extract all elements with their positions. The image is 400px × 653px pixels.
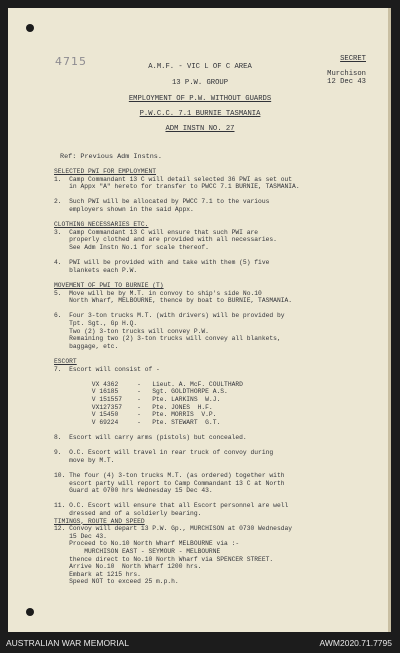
body-line: North Wharf, MELBOURNE, thence by boat to BURNIE, TASMANIA. [54, 297, 293, 305]
punch-hole [26, 608, 34, 616]
body-line: Guard at 0700 hrs Wednesday 15 Dec 43. [54, 487, 213, 495]
body-line: Arrive No.10 North Wharf 1200 hrs. [54, 563, 202, 571]
body-line: VX127357 - Pte. JONES H.F. [54, 403, 213, 411]
body-line: 10. The four (4) 3-ton trucks M.T. (as ordered) together with [54, 472, 285, 479]
body-line: properly clothed and are provided with all necessaries. [54, 236, 277, 244]
body-line: move by M.T. [54, 456, 115, 464]
body-line: Tpt. Sgt., Gp H.Q. [54, 320, 138, 327]
body-line: 12. Convoy will depart 13 P.W. Gp., MURCHISON at 0730 Wednesday [54, 525, 293, 533]
body-line: V 151557 - Pte. LARKINS W.J. [54, 396, 221, 403]
header-command: A.M.F. - VIC L OF C AREA [148, 63, 252, 71]
security-classification: SECRET [340, 55, 366, 63]
body-line: 15 Dec 43. [54, 532, 107, 540]
body-line: V 15450 - Pte. MORRIS V.P. [54, 411, 217, 419]
issue-date: 12 Dec 43 [327, 78, 366, 86]
body-line: blankets each P.W. [54, 266, 138, 274]
header-subject: EMPLOYMENT OF P.W. WITHOUT GUARDS [128, 95, 272, 103]
body-line: 9. O.C. Escort will travel in rear truck of convoy during [54, 449, 274, 457]
body-line: Remaining two (2) 3-ton trucks will convey all blankets, [54, 335, 281, 343]
body-line: employers shown in the said Appx. [54, 206, 194, 213]
punch-hole [26, 24, 34, 32]
body-line: baggage, etc. [54, 342, 119, 350]
body-line: Proceed to No.10 North Wharf MELBOURNE via :- [54, 540, 240, 548]
document-title: ADM INSTN NO. 27 [165, 125, 235, 133]
body-line: 7. Escort will consist of - [54, 365, 160, 373]
body-line: 8. Escort will carry arms (pistols) but concealed. [54, 434, 247, 441]
section-heading: TIMINGS, ROUTE AND SPEED [54, 517, 145, 525]
body-line: See Adm Instn No.1 for scale thereof. [54, 244, 209, 251]
archive-footer [0, 632, 400, 653]
header-location: P.W.C.C. 7.1 BURNIE TASMANIA [139, 110, 261, 118]
body-line: 5. Move will be by M.T. in convoy to ship's side No.10 [54, 289, 262, 297]
section-heading: SELECTED PWI FOR EMPLOYMENT [54, 168, 157, 175]
body-line: MURCHISON EAST - SEYMOUR - MELBOURNE [54, 548, 221, 555]
body-line: V 16185 - Sgt. GOLDTHORPE A.S. [54, 388, 228, 396]
header-group: 13 P.W. GROUP [171, 79, 229, 87]
body-line: Embark at 1215 hrs. [54, 570, 141, 578]
body-line: 1. Camp Commandant 13 C will detail selected 36 PWI as set out [54, 175, 293, 183]
section-heading: CLOTHING NECESSARIES ETC. [54, 221, 149, 229]
issue-location: Murchison [327, 70, 366, 78]
body-line: 6. Four 3-ton trucks M.T. (with drivers) will be provided by [54, 312, 285, 320]
archive-record-id: AWM2020.71.7795 [319, 638, 392, 648]
body-line: escort party will report to Camp Commandant 13 C at North [54, 479, 285, 487]
body-line: in Appx "A" hereto for transfer to PWCC 7.1 BURNIE, TASMANIA. [54, 183, 300, 191]
body-line: 11. O.C. Escort will ensure that all Escort personnel are well [54, 502, 289, 510]
body-line: Speed NOT to exceed 25 m.p.h. [54, 578, 179, 586]
section-heading: ESCORT [54, 358, 77, 365]
body-line: 2. Such PWI will be allocated by PWCC 7.1 to the various [54, 198, 270, 206]
body-line: thence direct to No.10 North Wharf via SPENCER STREET. [54, 555, 274, 563]
reference-line: Ref: Previous Adm Instns. [60, 153, 162, 161]
section-heading: MOVEMENT OF PWI TO BURNIE (T) [54, 282, 164, 289]
body-line: 3. Camp Commandant 13 C will ensure that such PWI are [54, 228, 259, 236]
body-line: V 69224 - Pte. STEWART G.T. [54, 418, 221, 426]
pencil-reference-number: 4715 [55, 55, 87, 68]
body-line: Two (2) 3-ton trucks will convey P.W. [54, 327, 209, 335]
body-line: VX 4362 - Lieut. A. McF. COULTHARD [54, 380, 243, 388]
archive-name: AUSTRALIAN WAR MEMORIAL [6, 638, 129, 648]
body-line: 4. PWI will be provided with and take with them (5) five [54, 259, 270, 267]
body-line: dressed and of a soldierly bearing. [54, 510, 202, 517]
